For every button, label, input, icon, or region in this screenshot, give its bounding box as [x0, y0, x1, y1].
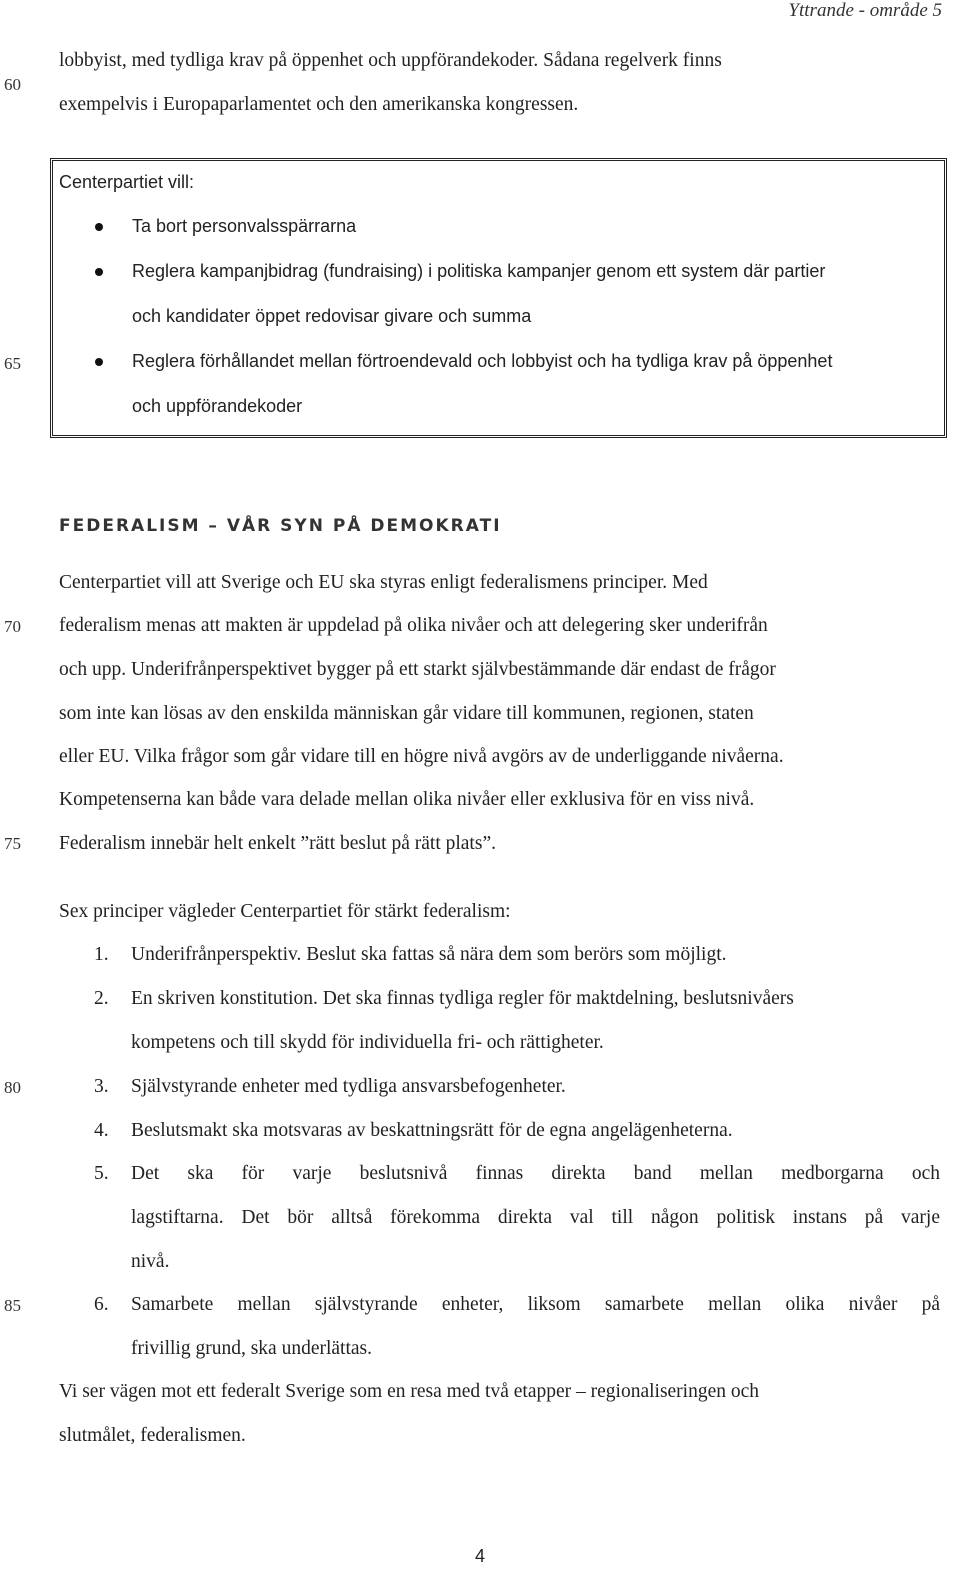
- principle-5-line-3: nivå.: [131, 1251, 170, 1272]
- box-bullet-1-line-1: Ta bort personvalsspärrarna: [132, 216, 357, 236]
- principle-2-line-2: kompetens och till skydd för individuella fri- och rättigheter.: [131, 1032, 604, 1053]
- line-number-60: 60: [4, 75, 21, 94]
- paragraph-line: och upp. Underifrånperspektivet bygger på ett starkt självbestämmande där endast de frågor: [59, 659, 776, 680]
- box-bullet-2-line-1: Reglera kampanjbidrag (fundraising) i politiska kampanjer genom ett system där partier: [132, 261, 826, 281]
- principle-number: 6.: [94, 1294, 109, 1315]
- section-heading: FEDERALISM – VÅR SYN PÅ DEMOKRATI: [59, 516, 502, 536]
- principle-2-line-1: En skriven konstitution. Det ska finnas tydliga regler för maktdelning, beslutsnivåers: [131, 988, 794, 1009]
- principle-6-line-1: [131, 1294, 940, 1316]
- paragraph-line: som inte kan lösas av den enskilda människan går vidare till kommunen, regionen, staten: [59, 703, 754, 724]
- bullet-icon: [95, 358, 103, 366]
- line-number-70: 70: [4, 617, 21, 636]
- principle-number: 4.: [94, 1120, 109, 1141]
- principles-intro: Sex principer vägleder Centerpartiet för stärkt federalism:: [59, 901, 511, 922]
- principle-6-line-2: frivillig grund, ska underlättas.: [131, 1338, 372, 1359]
- intro-line-2: exempelvis i Europaparlamentet och den amerikanska kongressen.: [59, 94, 579, 115]
- line-number-75: 75: [4, 834, 21, 853]
- page-header: Yttrande - område 5: [788, 0, 942, 21]
- paragraph-line: Federalism innebär helt enkelt ”rätt beslut på rätt plats”.: [59, 833, 496, 854]
- box-bullet-3-line-1: Reglera förhållandet mellan förtroendevald och lobbyist och ha tydliga krav på öppenhet: [132, 351, 833, 371]
- paragraph-line: eller EU. Vilka frågor som går vidare till en högre nivå avgörs av de underliggande nivåerna.: [59, 746, 784, 767]
- principle-5-text: Det ska för varje beslutsnivå finnas direkta band mellan medborgarna och: [131, 1163, 940, 1184]
- intro-line-1: lobbyist, med tydliga krav på öppenhet och uppförandekoder. Sådana regelverk finns: [59, 50, 722, 71]
- principle-number: 3.: [94, 1076, 109, 1097]
- principle-5-line-1: [131, 1163, 940, 1185]
- closing-line-1: Vi ser vägen mot ett federalt Sverige som en resa med två etapper – regionaliseringen och: [59, 1381, 760, 1402]
- principle-number: 5.: [94, 1163, 109, 1184]
- paragraph-line: Centerpartiet vill att Sverige och EU ska styras enligt federalismens principer. Med: [59, 572, 708, 593]
- principle-5-line-2: [131, 1207, 940, 1229]
- bullet-icon: [95, 223, 103, 231]
- line-number-85: 85: [4, 1296, 21, 1315]
- line-number-65: 65: [4, 354, 21, 373]
- paragraph-line: Kompetenserna kan både vara delade mellan olika nivåer eller exklusiva för en viss nivå.: [59, 789, 755, 810]
- bullet-icon: [95, 268, 103, 276]
- box-title: Centerpartiet vill:: [59, 172, 195, 192]
- principle-1-line-1: Underifrånperspektiv. Beslut ska fattas så nära dem som berörs som möjligt.: [131, 944, 727, 965]
- principle-5-text: lagstiftarna. Det bör alltså förekomma direkta val till någon politisk instans på varje: [131, 1207, 940, 1228]
- closing-line-2: slutmålet, federalismen.: [59, 1425, 246, 1446]
- principle-number: 1.: [94, 944, 109, 965]
- principle-number: 2.: [94, 988, 109, 1009]
- principle-3-line-1: Självstyrande enheter med tydliga ansvarsbefogenheter.: [131, 1076, 566, 1097]
- principle-6-text: Samarbete mellan självstyrande enheter, liksom samarbete mellan olika nivåer på: [131, 1294, 940, 1315]
- principle-4-line-1: Beslutsmakt ska motsvaras av beskattningsrätt för de egna angelägenheterna.: [131, 1120, 733, 1141]
- paragraph-line: federalism menas att makten är uppdelad på olika nivåer och att delegering sker underifrån: [59, 615, 768, 636]
- line-number-80: 80: [4, 1078, 21, 1097]
- box-bullet-3-line-2: och uppförandekoder: [132, 396, 303, 416]
- page-number: 4: [474, 1546, 485, 1566]
- box-bullet-2-line-2: och kandidater öppet redovisar givare och summa: [132, 306, 532, 326]
